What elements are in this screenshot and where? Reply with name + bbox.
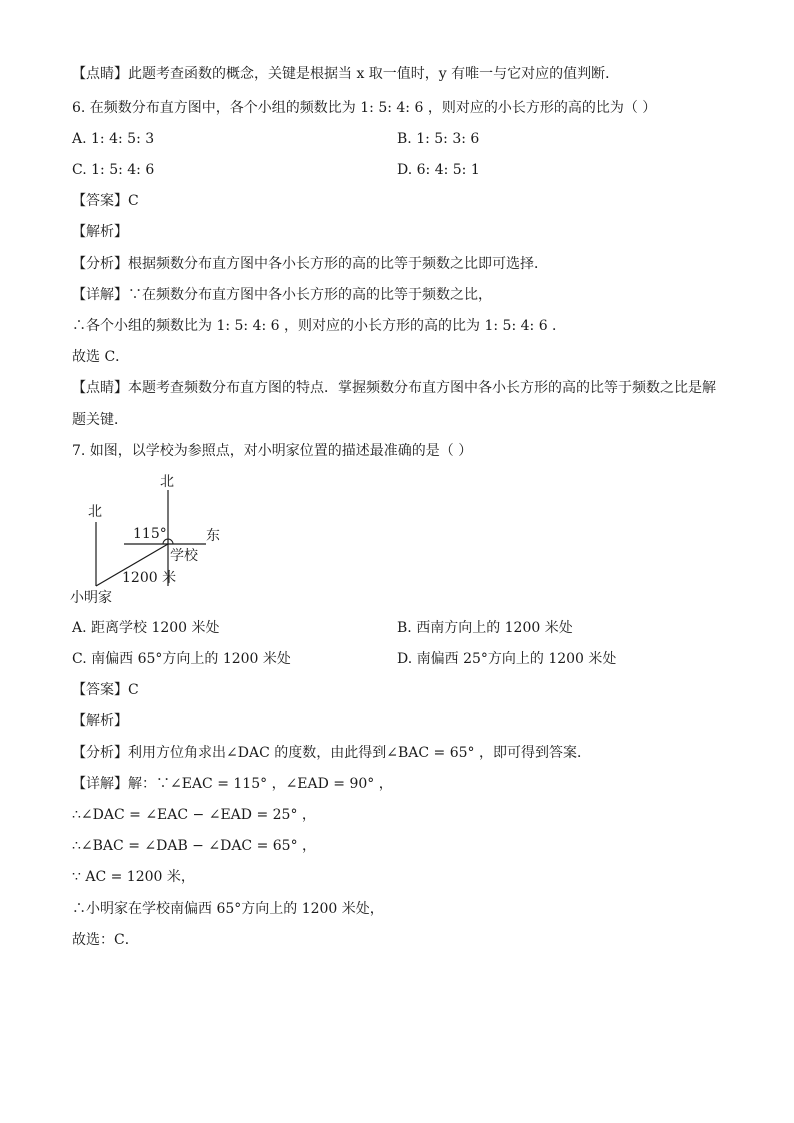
q7-option-c: C. 南偏西 65°方向上的 1200 米处 — [72, 651, 291, 667]
q7-choice: 故选：C． — [72, 932, 139, 948]
q7-analysis: 【分析】利用方位角求出∠DAC 的度数，由此得到∠BAC = 65° ，即可得到答案． — [72, 745, 591, 761]
distance-label: 1200 米 — [122, 570, 177, 586]
q7-option-b: B. 西南方向上的 1200 米处 — [397, 620, 573, 636]
q7-step-2: ∴∠BAC = ∠DAB − ∠DAC = 65° ， — [72, 838, 317, 854]
q6-choice: 故选 C． — [72, 349, 130, 365]
q7-analysis-heading: 【解析】 — [72, 713, 128, 729]
q6-remark: 【点睛】本题考查频数分布直方图的特点．掌握频数分布直方图中各小长方形的高的比等于频数之比是解 — [72, 380, 716, 396]
q7-option-a: A. 距离学校 1200 米处 — [72, 620, 220, 636]
q6-analysis-heading: 【解析】 — [72, 224, 128, 240]
home-label: 小明家 — [70, 590, 112, 606]
q6-answer: 【答案】C — [72, 193, 139, 209]
remark-previous: 【点睛】此题考查函数的概念，关键是根据当 x 取一值时，y 有唯一与它对应的值判断． — [72, 66, 620, 82]
q6-option-b: B. 1: 5: 3: 6 — [397, 131, 480, 147]
q7-step-4: ∴小明家在学校南偏西 65°方向上的 1200 米处， — [72, 901, 384, 917]
q6-step: ∴各个小组的频数比为 1: 5: 4: 6 ，则对应的小长方形的高的比为 1: 5: 4: 6 ． — [72, 318, 567, 334]
q6-option-a: A. 1: 4: 5: 3 — [72, 131, 155, 147]
direction-diagram — [66, 468, 266, 613]
question-7-stem: 7. 如图，以学校为参照点，对小明家位置的描述最准确的是（ ） — [72, 443, 473, 459]
angle-label: 115° — [133, 526, 167, 542]
question-6-stem: 6. 在频数分布直方图中，各个小组的频数比为 1: 5: 4: 6 ，则对应的小长方形的高的比为（ ） — [72, 100, 657, 116]
q6-analysis: 【分析】根据频数分布直方图中各小长方形的高的比等于频数之比即可选择． — [72, 256, 548, 272]
north-label-top: 北 — [160, 474, 174, 490]
q6-detail: 【详解】∵在频数分布直方图中各小长方形的高的比等于频数之比， — [72, 287, 492, 303]
east-label: 东 — [206, 528, 220, 544]
q7-option-d: D. 南偏西 25°方向上的 1200 米处 — [397, 651, 617, 667]
q7-step-1: ∴∠DAC = ∠EAC − ∠EAD = 25° ， — [72, 807, 316, 823]
q7-answer: 【答案】C — [72, 682, 139, 698]
north-label-left: 北 — [88, 504, 102, 520]
q7-detail: 【详解】解：∵∠EAC = 115° ，∠EAD = 90° ， — [72, 776, 393, 792]
q7-step-3: ∵ AC = 1200 米， — [72, 869, 195, 885]
q6-option-d: D. 6: 4: 5: 1 — [397, 162, 480, 178]
school-label: 学校 — [170, 548, 198, 564]
q6-option-c: C. 1: 5: 4: 6 — [72, 162, 155, 178]
q6-remark-cont: 题关键． — [72, 412, 128, 428]
